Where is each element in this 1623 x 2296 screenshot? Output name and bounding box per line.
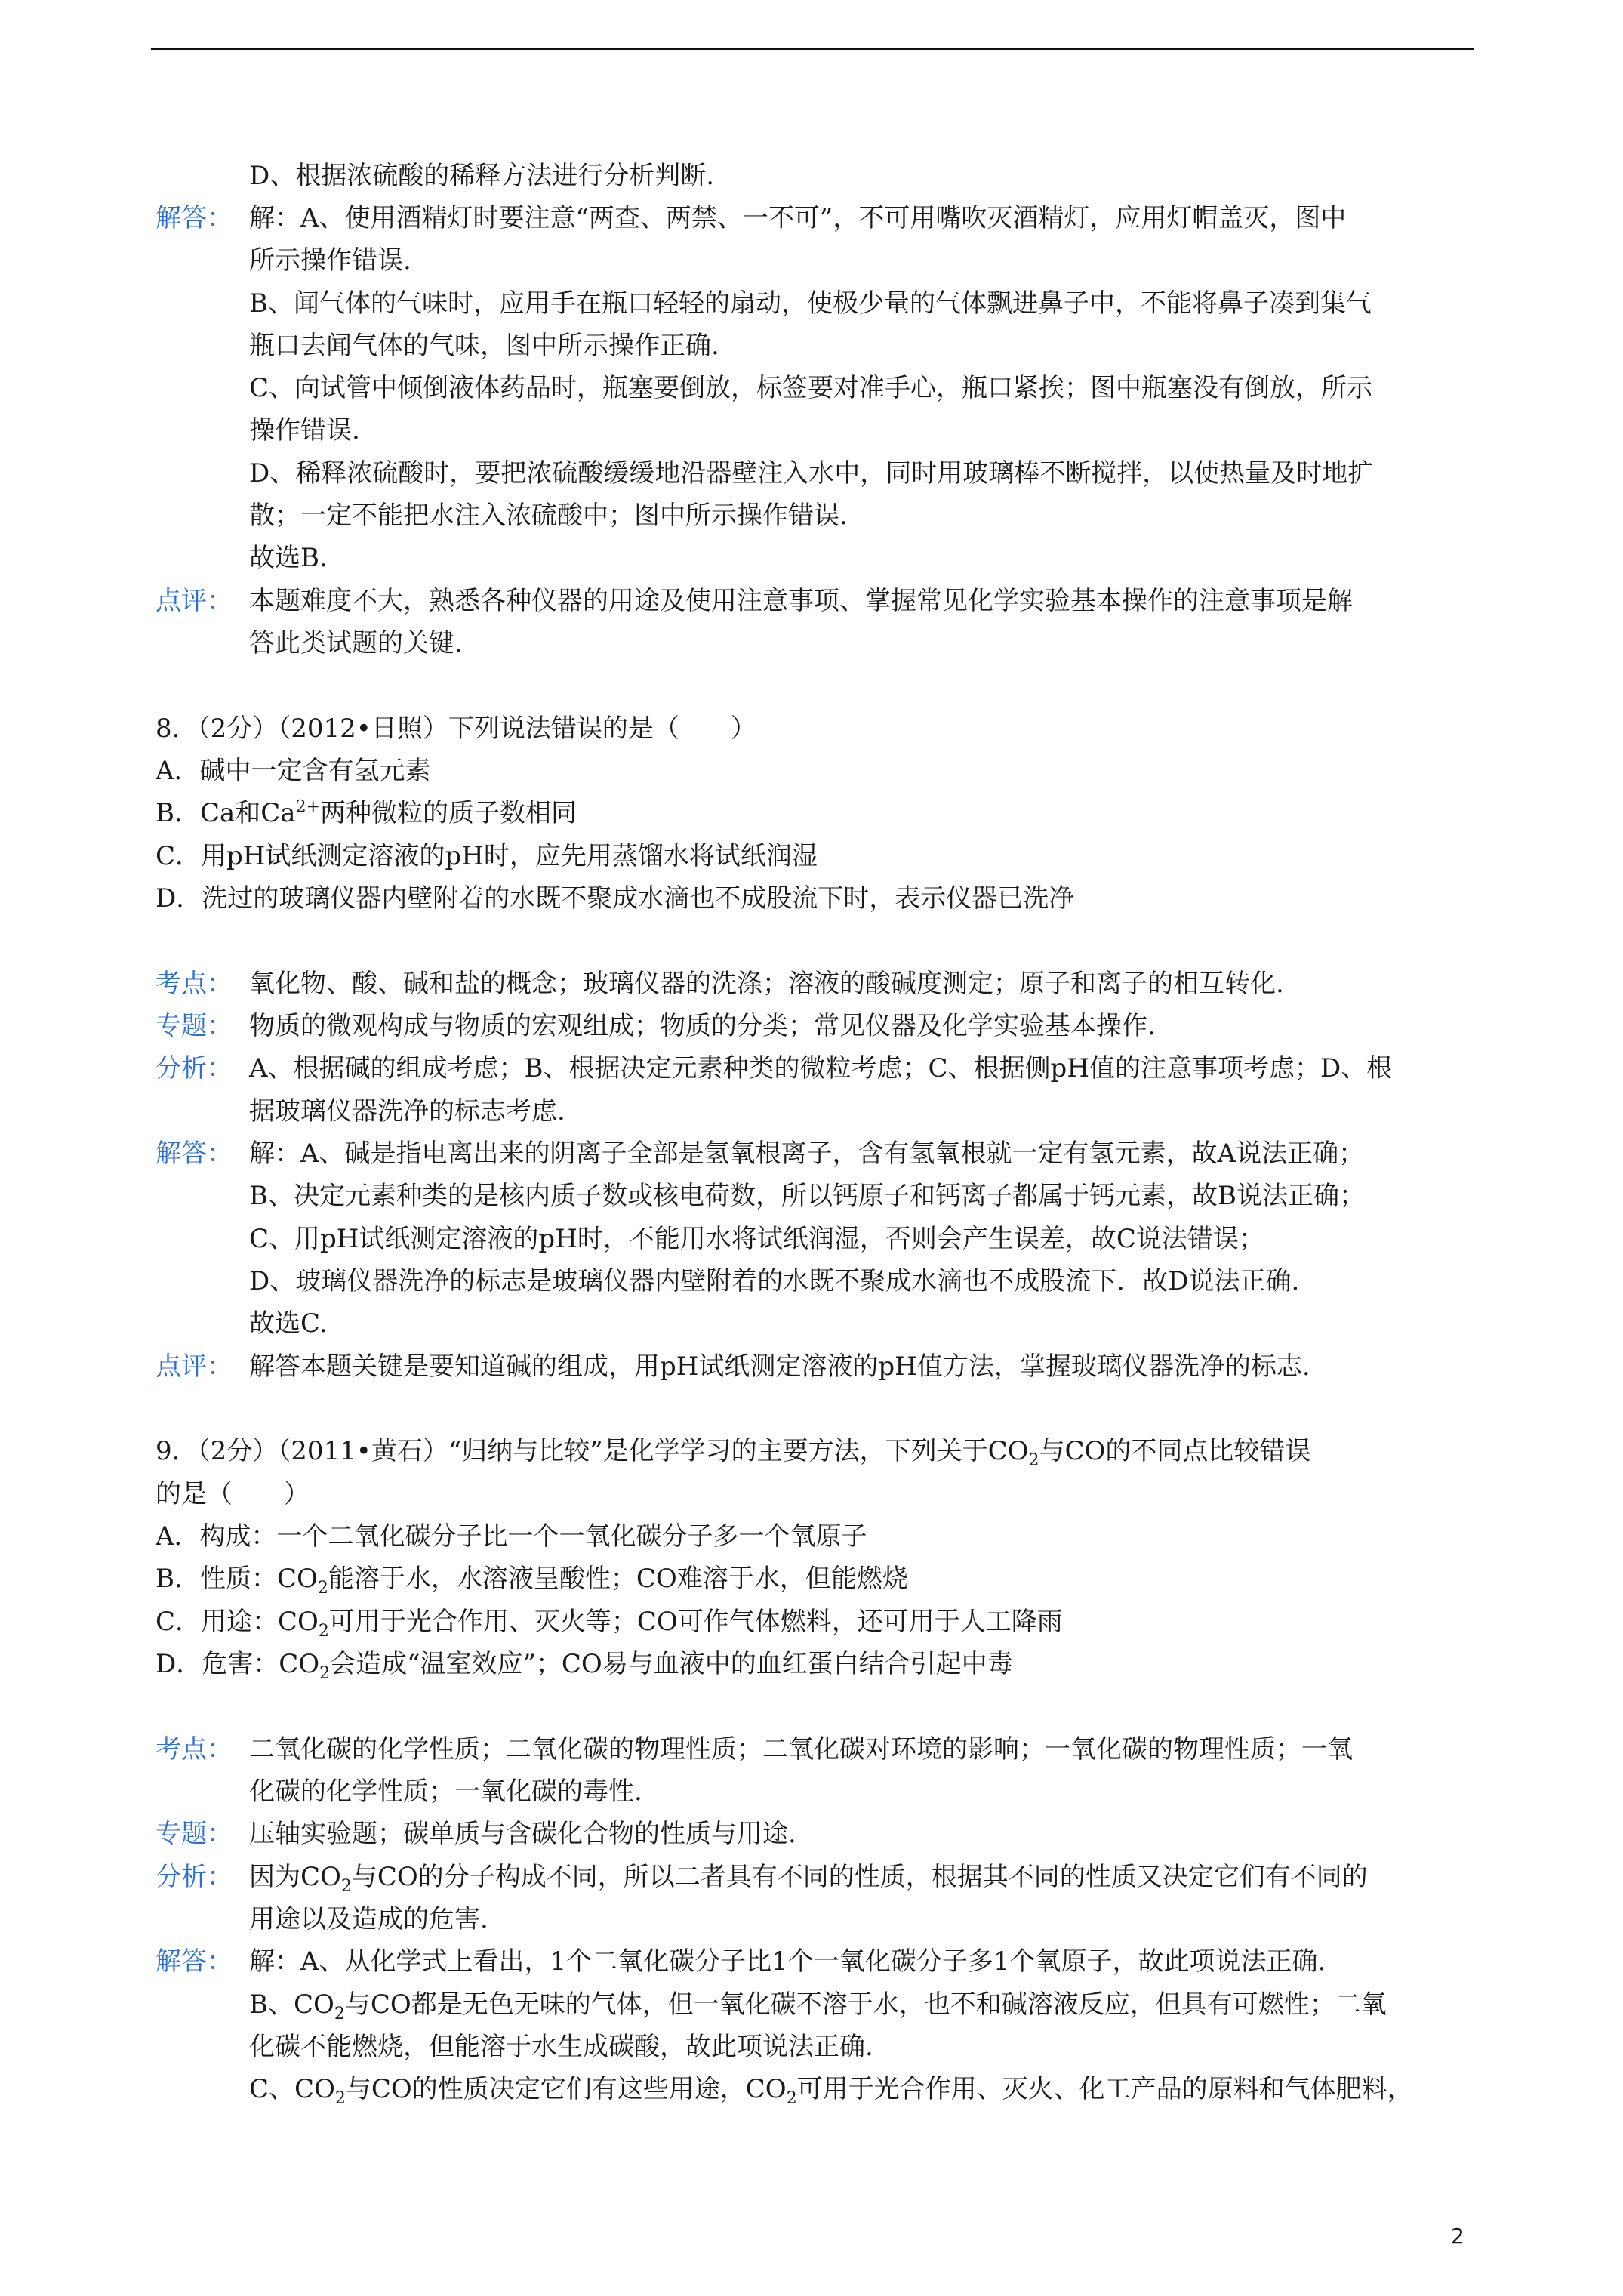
answer-line: C、$CO_2$与CO的性质决定它们有这些用途，$CO_2$可用于光合作用、灭火、化工产品的原料和气体肥料， [249, 2074, 1413, 2108]
answer-line: 解：A、从化学式上看出，1个二氧化碳分子比1个一氧化碳分子多1个氧原子，故此项说法正确. [249, 1946, 1326, 1977]
answer-line: 故选C. [249, 1308, 328, 1339]
answer-line: B、$CO_2$与CO都是无色无味的气体，但一氧化碳不溶于水，也不和碱溶液反应，但具有可燃性；二氧 [249, 1989, 1387, 2023]
comment-label: 点评： [156, 586, 233, 616]
option-a: A．碱中一定含有氢元素 [156, 756, 431, 786]
option-d: D．洗过的玻璃仪器内壁附着的水既不聚成水滴也不成股流下时，表示仪器已洗净 [156, 883, 1075, 914]
answer-line: B、闻气体的气味时，应用手在瓶口轻轻的扇动，使极少量的气体飘进鼻子中，不能将鼻子凑到集气 [249, 288, 1372, 319]
zhuanti-label: 专题： [156, 1819, 233, 1849]
question-8-stem: 8．（2分）（2012•日照）下列说法错误的是（ ） [156, 713, 756, 744]
answer-line: 解：A、使用酒精灯时要注意“两查、两禁、一不可”，不可用嘴吹灭酒精灯，应用灯帽盖灭，图中 [249, 203, 1347, 233]
answer-label: 解答： [156, 203, 233, 233]
answer-line: D、稀释浓硫酸时，要把浓硫酸缓缓地沿器壁注入水中，同时用玻璃棒不断搅拌，以使热量及时地扩 [249, 458, 1374, 488]
answer-line: 瓶口去闻气体的气味，图中所示操作正确. [249, 331, 719, 361]
question-9-stem-line2: 的是（ ） [156, 1479, 310, 1509]
answer-line: B、决定元素种类的是核内质子数或核电荷数，所以钙原子和钙离子都属于钙元素，故B说法正确； [249, 1181, 1365, 1211]
fenxi-label: 分析： [156, 1053, 233, 1083]
answer-line: 散；一定不能把水注入浓硫酸中；图中所示操作错误. [249, 501, 848, 531]
zhuanti-text: 压轴实验题；碳单质与含碳化合物的性质与用途. [249, 1819, 796, 1849]
header-rule [151, 48, 1474, 50]
comment-line: 本题难度不大，熟悉各种仪器的用途及使用注意事项、掌握常见化学实验基本操作的注意事项是解 [249, 586, 1353, 616]
comment-text: 解答本题关键是要知道碱的组成，用pH试纸测定溶液的pH值方法，掌握玻璃仪器洗净的标志. [249, 1351, 1310, 1382]
kaodian-label: 考点： [156, 1734, 233, 1764]
fenxi-line: 用途以及造成的危害. [249, 1904, 488, 1934]
answer-line: C、用pH试纸测定溶液的pH时，不能用水将试纸润湿，否则会产生误差，故C说法错误； [249, 1224, 1264, 1254]
kaodian-line: 化碳的化学性质；一氧化碳的毒性. [249, 1777, 642, 1807]
answer-line: C、向试管中倾倒液体药品时，瓶塞要倒放，标签要对准手心，瓶口紧挨；图中瓶塞没有倒放，所示 [249, 373, 1373, 403]
option-a: A．构成：一个二氧化碳分子比一个一氧化碳分子多一个氧原子 [156, 1521, 867, 1552]
answer-line: 解：A、碱是指电离出来的阴离子全部是氢氧根离子，含有氢氧根就一定有氢元素，故A说法正确； [249, 1139, 1365, 1169]
answer-label: 解答： [156, 1946, 233, 1977]
option-b: B．Ca和$Ca^{2+}$两种微粒的质子数相同 [156, 797, 577, 828]
option-c: C．用途：$CO_2$可用于光合作用、灭火等；CO可作气体燃料，还可用于人工降雨 [156, 1607, 1063, 1641]
zhuanti-label: 专题： [156, 1011, 233, 1041]
kaodian-line: 二氧化碳的化学性质；二氧化碳的物理性质；二氧化碳对环境的影响；一氧化碳的物理性质；一氧 [249, 1734, 1353, 1764]
zhuanti-text: 物质的微观构成与物质的宏观组成；物质的分类；常见仪器及化学实验基本操作. [249, 1011, 1156, 1041]
option-d: D．危害：$CO_2$会造成“温室效应”；CO易与血液中的血红蛋白结合引起中毒 [156, 1649, 1013, 1683]
answer-line: D、玻璃仪器洗净的标志是玻璃仪器内壁附着的水既不聚成水滴也不成股流下．故D说法正确. [249, 1266, 1300, 1296]
answer-line: 操作错误. [249, 415, 360, 445]
option-c: C．用pH试纸测定溶液的pH时，应先用蒸馏水将试纸润湿 [156, 841, 818, 871]
page-number: 2 [1451, 2224, 1464, 2248]
analysis-tail: D、根据浓硫酸的稀释方法进行分析判断. [249, 161, 715, 191]
answer-line: 所示操作错误. [249, 245, 411, 276]
fenxi-line: 据玻璃仪器洗净的标志考虑. [249, 1096, 565, 1126]
fenxi-line: 因为$CO_2$与CO的分子构成不同，所以二者具有不同的性质，根据其不同的性质又决定它们有不同的 [249, 1862, 1368, 1896]
kaodian-label: 考点： [156, 969, 233, 999]
comment-label: 点评： [156, 1351, 233, 1382]
fenxi-line: A、根据碱的组成考虑；B、根据决定元素种类的微粒考虑；C、根据侧pH值的注意事项考虑；D、根 [249, 1053, 1393, 1083]
answer-label: 解答： [156, 1139, 233, 1169]
fenxi-label: 分析： [156, 1862, 233, 1892]
comment-line: 答此类试题的关键. [249, 628, 463, 658]
answer-line: 故选B. [249, 543, 328, 573]
kaodian-text: 氧化物、酸、碱和盐的概念；玻璃仪器的洗涤；溶液的酸碱度测定；原子和离子的相互转化. [249, 969, 1284, 999]
question-9-stem: 9．（2分）（2011•黄石）“归纳与比较”是化学学习的主要方法，下列关于$CO_2$与CO的不同点比较错误 [156, 1436, 1311, 1470]
answer-line: 化碳不能燃烧，但能溶于水生成碳酸，故此项说法正确. [249, 2032, 873, 2062]
option-b: B．性质：$CO_2$能溶于水，水溶液呈酸性；CO难溶于水，但能燃烧 [156, 1564, 908, 1598]
